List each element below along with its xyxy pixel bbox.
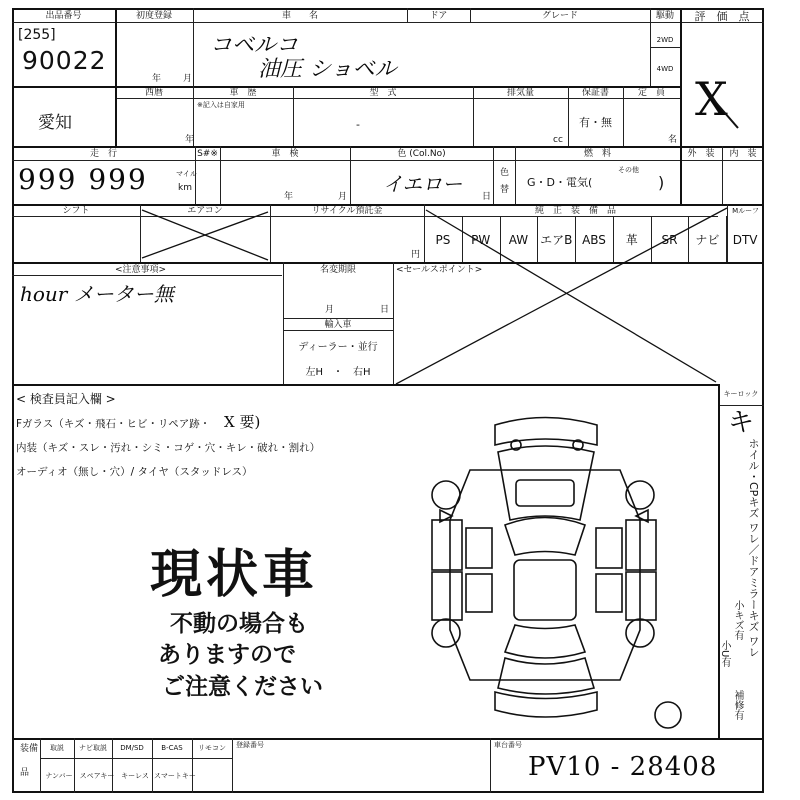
hood-panel	[516, 480, 574, 506]
s-number-label: S#※	[197, 149, 218, 159]
inspection-label: 車 検	[271, 149, 299, 159]
sales-point-label: <セールスポイント>	[396, 265, 483, 275]
score-value: X	[695, 72, 728, 126]
mileage-unit-km: km	[178, 183, 192, 193]
equipment-item: AW	[508, 233, 529, 247]
inspector-windshield-line: Fガラス（キズ・飛石・ヒビ・リペア跡・	[16, 418, 211, 430]
footer-item-top: 取説	[50, 744, 64, 752]
warranty-value: 有・無	[579, 116, 612, 129]
capacity-label: 定 員	[637, 88, 665, 98]
first-reg-month: 月	[183, 74, 193, 84]
inspector-title: < 検査員記入欄 >	[16, 392, 116, 406]
inspector-audio-tire-line: オーディオ（無し・穴）/ タイヤ（スタッドレス）	[16, 466, 253, 478]
spare-wheel	[655, 702, 681, 728]
mileage-value: 999 999	[18, 163, 148, 196]
door-rear-right	[626, 572, 656, 620]
car-name-handwritten-model: 油圧 ショベル	[258, 57, 397, 82]
equipment-item: エアB	[540, 233, 573, 247]
exterior-label: 外 装	[687, 149, 715, 159]
grade-label: グレード	[541, 11, 578, 21]
model-year-label: 西暦	[144, 88, 163, 98]
drive-2wd: 2WD	[656, 36, 674, 44]
footer-equipment-label-1: 装備	[20, 744, 39, 754]
notes-label: <注意事項>	[115, 265, 167, 275]
displacement-cc: cc	[553, 135, 563, 145]
score-label: 評 価 点	[694, 10, 750, 23]
footer-item-bottom: スペアキー	[79, 772, 115, 780]
shift-label: シフト	[62, 206, 90, 216]
chassis-number-value: PV10 - 28408	[528, 752, 718, 782]
fuel-close-paren: )	[658, 173, 665, 192]
window-rear-left	[466, 574, 492, 612]
footer-equipment-label-2: 品	[20, 768, 30, 778]
footer-item-bottom: キーレス	[121, 772, 149, 780]
aircon-label: エアコン	[187, 206, 223, 216]
inspection-year: 年	[284, 192, 294, 202]
chassis-number-label: 車台番号	[494, 741, 522, 749]
window-front-left	[466, 528, 492, 568]
equipment-item: ABS	[582, 233, 606, 247]
capacity-persons: 名	[668, 135, 678, 145]
type-value: -	[356, 118, 360, 131]
score-x-1	[705, 90, 738, 128]
equipment-item: ナビ	[695, 233, 720, 247]
footer-item-top: ナビ取説	[79, 744, 107, 752]
car-name-label: 車 名	[281, 11, 318, 21]
door-front-right	[626, 520, 656, 570]
wheel-rear-left	[432, 619, 460, 647]
footer-item-bottom: スマートキー	[154, 772, 196, 780]
first-registration-label: 初度登録	[135, 11, 172, 21]
name-change-day: 日	[380, 305, 390, 315]
color-change-2: 替	[500, 185, 510, 195]
name-change-label: 名変期限	[319, 265, 356, 275]
sales-cross-2	[396, 208, 727, 384]
wheel-front-left	[432, 481, 460, 509]
type-label: 型 式	[369, 88, 397, 98]
drive-label: 駆動	[655, 11, 674, 21]
legend-sub-minor-scratch: 小キズ有	[732, 600, 743, 640]
model-year-char: 年	[185, 135, 195, 145]
footer-item-top: DM/SD	[120, 744, 144, 752]
body-outline	[450, 470, 640, 680]
color-change-1: 色	[500, 168, 510, 178]
inspection-day: 日	[482, 192, 492, 202]
car-diagram	[432, 418, 681, 729]
keylock-value: キ	[728, 408, 755, 438]
equipment-label: 純 正 装 備 品	[534, 206, 616, 216]
stamp-line-2: ありますので	[158, 642, 296, 668]
keylock-label: キーロック	[723, 390, 759, 398]
lot-number-label: 出品番号	[45, 11, 82, 21]
history-note: ※記入は自家用	[197, 101, 245, 109]
stamp-line-3: ご注意ください	[162, 674, 323, 700]
stamp-line-1: 不動の場合も	[170, 611, 308, 637]
recycle-label: リサイクル預託金	[311, 206, 383, 216]
footer-item-top: B-CAS	[161, 744, 183, 752]
lot-number: 90022	[22, 46, 107, 75]
lot-bracket: [255]	[18, 27, 56, 43]
recycle-yen: 円	[411, 250, 421, 260]
door-front-left	[432, 520, 462, 570]
prefecture: 愛知	[38, 113, 72, 133]
registration-number-label: 登録番号	[236, 741, 264, 749]
history-label: 車 歴	[229, 88, 257, 98]
roof	[514, 560, 576, 620]
footer-item-top: リモコン	[198, 744, 226, 752]
equipment-item: 革	[625, 233, 638, 247]
extra-equipment-label: Mルーフ	[732, 207, 759, 215]
equipment-item: PS	[435, 233, 451, 247]
color-value: イエロー	[383, 172, 463, 196]
rear-bumper	[495, 692, 597, 717]
mileage-unit-mile: マイル	[176, 170, 197, 178]
equipment-item: PW	[471, 233, 491, 247]
interior-label: 内 装	[729, 149, 757, 159]
car-name-handwritten-maker: コベルコ	[210, 33, 299, 58]
legend-sub-minor-dent: 小U有	[719, 640, 730, 668]
legend-sub-repaired: 補修有	[732, 690, 743, 720]
windshield	[505, 518, 585, 556]
notes-value: hour メーター無	[20, 282, 174, 306]
name-change-month: 月	[325, 305, 335, 315]
handle-option: 左H ・ 右H	[305, 367, 371, 378]
door-label: ドア	[429, 11, 448, 21]
warranty-label: 保証書	[581, 88, 609, 98]
equipment-item: SR	[661, 233, 678, 247]
stamp-title: 現状車	[150, 545, 319, 605]
aircon-cross-2	[142, 212, 268, 258]
window-rear-right	[596, 574, 622, 612]
rear-window	[505, 625, 585, 658]
damage-legend: ホイル・CPキズ ワレ／ドアミラーキズ ワレ	[747, 438, 760, 658]
fuel-options: G・D・電気(	[527, 176, 593, 189]
inspection-month: 月	[338, 192, 348, 202]
color-label: 色 (Col.No)	[397, 149, 446, 159]
window-front-right	[596, 528, 622, 568]
dealer-option: ディーラー・並行	[298, 342, 378, 353]
drive-4wd: 4WD	[656, 65, 674, 73]
displacement-label: 排気量	[506, 88, 534, 98]
hood	[498, 446, 594, 520]
inspector-interior-line: 内装（キズ・スレ・汚れ・シミ・コゲ・穴・キレ・破れ・割れ）	[16, 442, 321, 454]
door-rear-left	[432, 572, 462, 620]
import-label: 輸入車	[324, 320, 352, 330]
sales-cross-1	[426, 210, 716, 382]
footer-item-bottom: ナンバー	[45, 772, 73, 780]
windshield-required-mark: X 要)	[224, 413, 261, 431]
equipment-item: DTV	[732, 233, 758, 247]
first-reg-year: 年	[152, 74, 162, 84]
fuel-label: 燃 料	[583, 149, 611, 159]
mileage-label: 走 行	[89, 149, 117, 159]
trunk	[498, 658, 594, 694]
fuel-other-label: その他	[618, 166, 639, 174]
